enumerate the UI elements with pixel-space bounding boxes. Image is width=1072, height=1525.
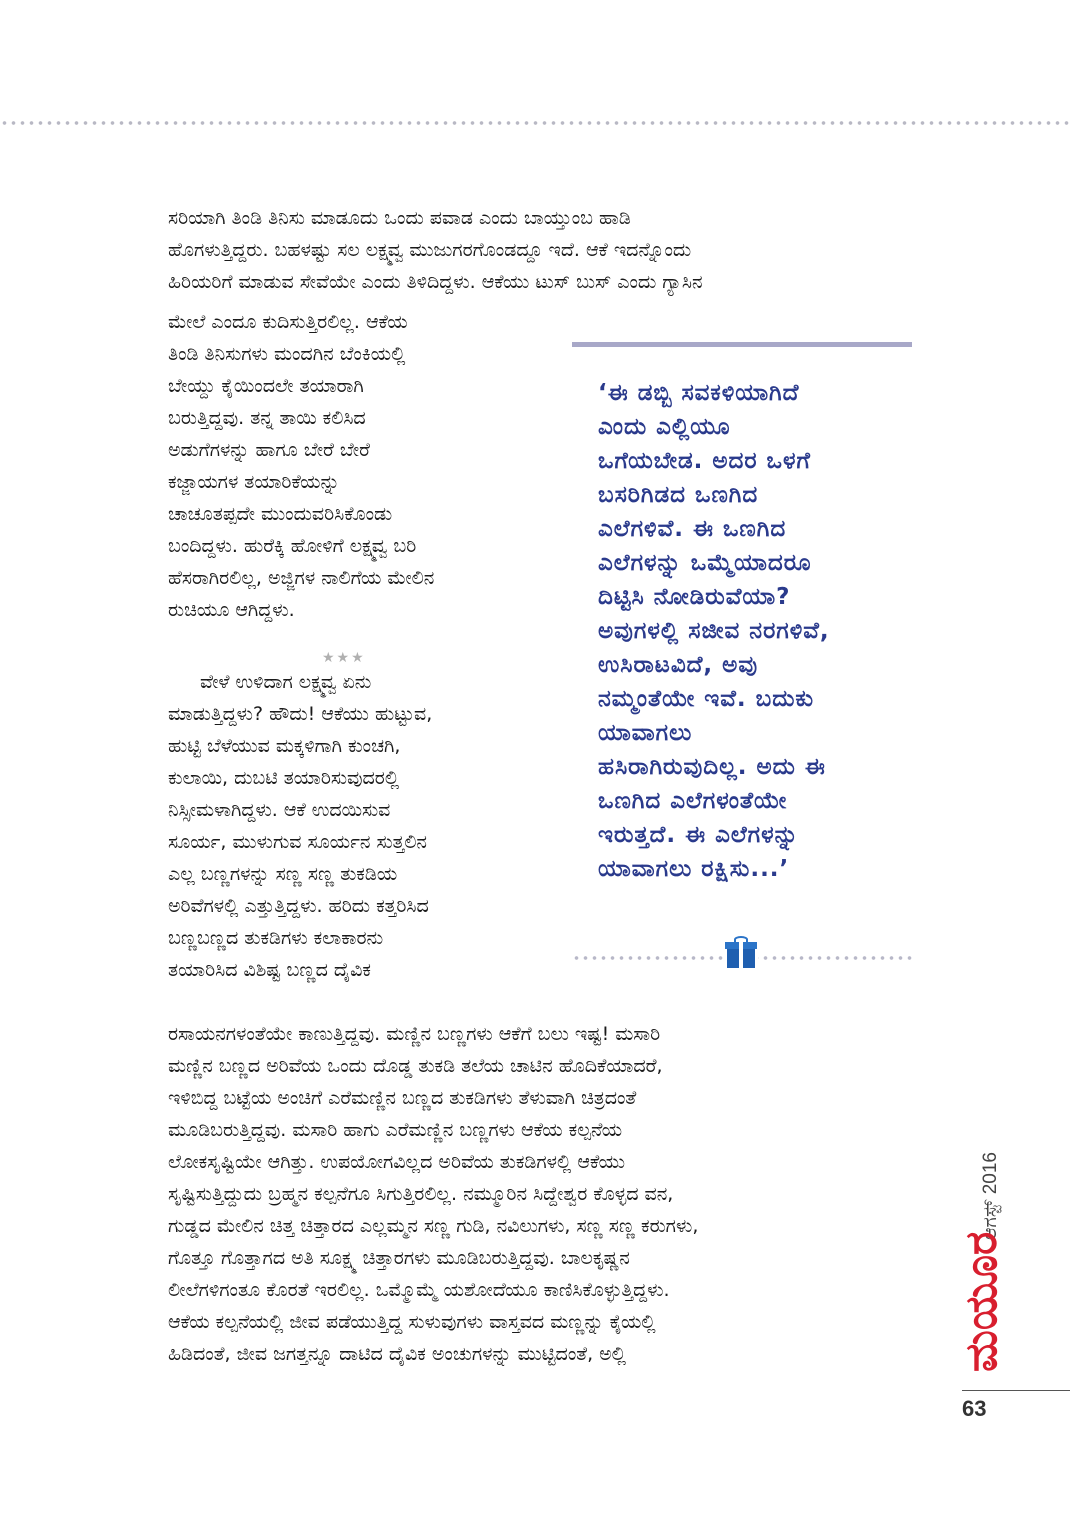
- text-line: ಬಣ್ಣಬಣ್ಣದ ತುಕಡಿಗಳು ಕಲಾಕಾರನು: [168, 927, 384, 949]
- text-line: ನಿಸ್ಸೀಮಳಾಗಿದ್ದಳು. ಆಕೆ ಉದಯಿಸುವ: [168, 799, 391, 821]
- text-line: ಮಣ್ಣಿನ ಬಣ್ಣದ ಅರಿವೆಯ ಒಂದು ದೊಡ್ಡ ತುಕಡಿ ತಲೆಯ ಚಾಟಿನ ಹೊದಿಕೆಯಾದರೆ,: [168, 1055, 663, 1077]
- text-line: ಅರಿವೆಗಳಲ್ಲಿ ಎತ್ತುತ್ತಿದ್ದಳು. ಹರಿದು ಕತ್ತರಿಸಿದ: [168, 895, 429, 917]
- issue-date: ಆಗಸ್ಟ್ 2016: [980, 1152, 1001, 1240]
- text-line: ತಯಾರಿಸಿದ ವಿಶಿಷ್ಟ ಬಣ್ಣದ ದೈವಿಕ: [168, 959, 371, 981]
- text-line: ಚಾಚೂತಪ್ಪದೇ ಮುಂದುವರಿಸಿಕೊಂಡು: [168, 503, 393, 525]
- text-line: ಸರಿಯಾಗಿ ತಿಂಡಿ ತಿನಿಸು ಮಾಡೂದು ಒಂದು ಪವಾಡ ಎಂದು ಬಾಯ್ತುಂಬ ಹಾಡಿ: [168, 207, 631, 229]
- text-line: ಅಡುಗೆಗಳನ್ನು ಹಾಗೂ ಬೇರೆ ಬೇರೆ: [168, 439, 370, 461]
- page-number: 63: [962, 1396, 987, 1421]
- quote-line: ಯಾವಾಗಲು: [598, 720, 693, 746]
- text-line: ಬರುತ್ತಿದ್ದವು. ತನ್ನ ತಾಯಿ ಕಲಿಸಿದ: [168, 407, 366, 429]
- text-line: ಬೇಯ್ದು ಕೈಯಿಂದಲೇ ತಯಾರಾಗಿ: [168, 375, 364, 397]
- text-line: ಸೃಷ್ಟಿಸುತ್ತಿದ್ದುದು ಬ್ರಹ್ಮನ ಕಲ್ಪನೆಗೂ ಸಿಗುತ್ತಿರಲಿಲ್ಲ. ನಮ್ಮೂರಿನ ಸಿದ್ದೇಶ್ವರ ಕೊಳ್ಳದ ವನ,: [168, 1183, 674, 1205]
- text-line: ರುಚಿಯೂ ಆಗಿದ್ದಳು.: [168, 599, 295, 621]
- quote-line: ದಿಟ್ಟಿಸಿ ನೋಡಿರುವೆಯಾ?: [598, 584, 791, 610]
- quote-line: ನಮ್ಮಂತೆಯೇ ಇವೆ. ಬದುಕು: [598, 686, 815, 712]
- text-line: ಲೀಲೆಗಳಿಗಂತೂ ಕೊರತೆ ಇರಲಿಲ್ಲ. ಒಮ್ಮೊಮ್ಮೆ ಯಶೋದೆಯೂ ಕಾಣಿಸಿಕೊಳ್ಳುತ್ತಿದ್ದಳು.: [168, 1279, 670, 1301]
- text-line: ಹುಟ್ಟಿ ಬೆಳೆಯುವ ಮಕ್ಕಳಿಗಾಗಿ ಕುಂಚಗಿ,: [168, 735, 401, 757]
- left-column: [168, 306, 434, 986]
- quote-line: ಬಸರಿಗಿಡದ ಒಣಗಿದ: [598, 482, 759, 508]
- text-line: ಹೊಗಳುತ್ತಿದ್ದರು. ಬಹಳಷ್ಟು ಸಲ ಲಕ್ಷ್ಮವ್ವ ಮುಜುಗರಗೊಂಡದ್ದೂ ಇದೆ. ಆಕೆ ಇದನ್ನೊಂದು: [168, 239, 692, 261]
- quote-line: ಹಸಿರಾಗಿರುವುದಿಲ್ಲ. ಅದು ಈ: [598, 754, 826, 780]
- text-line: ಲೋಕಸೃಷ್ಟಿಯೇ ಆಗಿತ್ತು. ಉಪಯೋಗವಿಲ್ಲದ ಅರಿವೆಯ ತುಕಡಿಗಳಲ್ಲಿ ಆಕೆಯು: [168, 1151, 625, 1173]
- text-line: ಇಳಿಬಿದ್ದ ಬಟ್ಟೆಯ ಅಂಚಿಗೆ ಎರೆಮಣ್ಣಿನ ಬಣ್ಣದ ತುಕಡಿಗಳು ತೆಳುವಾಗಿ ಚಿತ್ರದಂತೆ: [168, 1087, 637, 1109]
- pull-quote-rule: [572, 342, 912, 347]
- quote-line: ಎಲೆಗಳಿವೆ. ಈ ಒಣಗಿದ: [598, 516, 787, 542]
- bottom-paragraph: [168, 1018, 698, 1370]
- quote-line: ಒಣಗಿದ ಎಲೆಗಳಂತೆಯೇ: [598, 788, 788, 814]
- quote-line: ಉಸಿರಾಟವಿದೆ, ಅವು: [598, 652, 759, 678]
- text-line: ಹಿರಿಯರಿಗೆ ಮಾಡುವ ಸೇವೆಯೇ ಎಂದು ತಿಳಿದಿದ್ದಳು. ಆಕೆಯು ಟುಸ್ ಬುಸ್ ಎಂದು ಗ್ಯಾಸಿನ: [168, 271, 703, 293]
- pull-quote: [598, 376, 918, 886]
- top-paragraph: [168, 202, 703, 298]
- quote-line: ಇರುತ್ತದೆ. ಈ ಎಲೆಗಳನ್ನು: [598, 822, 799, 848]
- quote-line: ಒಗೆಯಬೇಡ. ಅದರ ಒಳಗೆ: [598, 448, 811, 474]
- quote-line: ಅವುಗಳಲ್ಲಿ ಸಜೀವ ನರಗಳಿವೆ,: [598, 618, 830, 644]
- text-line: ಹಿಡಿದಂತೆ, ಜೀವ ಜಗತ್ತನ್ನೂ ದಾಟಿದ ದೈವಿಕ ಅಂಚುಗಳನ್ನು ಮುಟ್ಟಿದಂತೆ, ಅಲ್ಲಿ: [168, 1343, 627, 1365]
- text-line: ಕಜ್ಜಾಯಗಳ ತಯಾರಿಕೆಯನ್ನು: [168, 471, 340, 493]
- section-separator: ★★★: [322, 650, 366, 666]
- page-number-rule: [962, 1390, 1070, 1391]
- quote-line: ‘ಈ ಡಬ್ಬಿ ಸವಕಳಿಯಾಗಿದೆ: [598, 380, 800, 406]
- text-line: ತಿಂಡಿ ತಿನಿಸುಗಳು ಮಂದಗಿನ ಬೆಂಕಿಯಲ್ಲಿ: [168, 343, 406, 365]
- gift-box-icon: [724, 936, 758, 970]
- text-line: ಮಾಡುತ್ತಿದ್ದಳು? ಹೌದು! ಆಕೆಯು ಹುಟ್ಟುವ,: [168, 703, 433, 725]
- section-gap: [168, 626, 434, 666]
- text-line: ವೇಳೆ ಉಳಿದಾಗ ಲಕ್ಷ್ಮವ್ವ ಏನು: [200, 671, 372, 693]
- text-line: ಸೂರ್ಯ, ಮುಳುಗುವ ಸೂರ್ಯನ ಸುತ್ತಲಿನ: [168, 831, 427, 853]
- text-line: ಗೊತ್ತೂ ಗೊತ್ತಾಗದ ಅತಿ ಸೂಕ್ಷ್ಮ ಚಿತ್ತಾರಗಳು ಮೂಡಿಬರುತ್ತಿದ್ದವು. ಬಾಲಕೃಷ್ಣನ: [168, 1247, 630, 1269]
- text-line: ಹೆಸರಾಗಿರಲಿಲ್ಲ, ಅಜ್ಜಿಗಳ ನಾಲಿಗೆಯ ಮೇಲಿನ: [168, 567, 435, 589]
- quote-line: ಎಲೆಗಳನ್ನು ಒಮ್ಮೆಯಾದರೂ: [598, 550, 812, 576]
- text-line: ಎಲ್ಲ ಬಣ್ಣಗಳನ್ನು ಸಣ್ಣ ಸಣ್ಣ ತುಕಡಿಯ: [168, 863, 398, 885]
- text-line: ರಸಾಯನಗಳಂತೆಯೇ ಕಾಣುತ್ತಿದ್ದವು. ಮಣ್ಣಿನ ಬಣ್ಣಗಳು ಆಕೆಗೆ ಬಲು ಇಷ್ಟ! ಮಸಾರಿ: [168, 1023, 661, 1045]
- quote-line: ಯಾವಾಗಲು ರಕ್ಷಿಸು...’: [598, 856, 790, 882]
- text-line: ಮೇಲೆ ಎಂದೂ ಕುದಿಸುತ್ತಿರಲಿಲ್ಲ. ಆಕೆಯ: [168, 311, 408, 333]
- top-dotted-rule: [0, 120, 1072, 126]
- quote-line: ಎಂದು ಎಲ್ಲಿಯೂ: [598, 414, 731, 440]
- text-line: ಬಂದಿದ್ದಳು. ಹುರೆಕ್ಕಿ ಹೋಳಿಗೆ ಲಕ್ಷ್ಮವ್ವ ಬರಿ: [168, 535, 417, 557]
- text-line: ಕುಲಾಯಿ, ದುಬಟಿ ತಯಾರಿಸುವುದರಲ್ಲಿ: [168, 767, 400, 789]
- text-line: ಗುಡ್ಡದ ಮೇಲಿನ ಚಿತ್ತ ಚಿತ್ತಾರದ ಎಲ್ಲಮ್ಮನ ಸಣ್ಣ ಗುಡಿ, ನವಿಲುಗಳು, ಸಣ್ಣ ಸಣ್ಣ ಕರುಗಳು,: [168, 1215, 699, 1237]
- text-line: ಆಕೆಯ ಕಲ್ಪನೆಯಲ್ಲಿ ಜೀವ ಪಡೆಯುತ್ತಿದ್ದ ಸುಳುವುಗಳು ವಾಸ್ತವದ ಮಣ್ಣನ್ನು ಕೈಯಲ್ಲಿ: [168, 1311, 656, 1333]
- text-line: ಮೂಡಿಬರುತ್ತಿದ್ದವು. ಮಸಾರಿ ಹಾಗು ಎರೆಮಣ್ಣಿನ ಬಣ್ಣಗಳು ಆಕೆಯ ಕಲ್ಪನೆಯ: [168, 1119, 623, 1141]
- magazine-masthead: ಮಯೂರ: [956, 1231, 1007, 1372]
